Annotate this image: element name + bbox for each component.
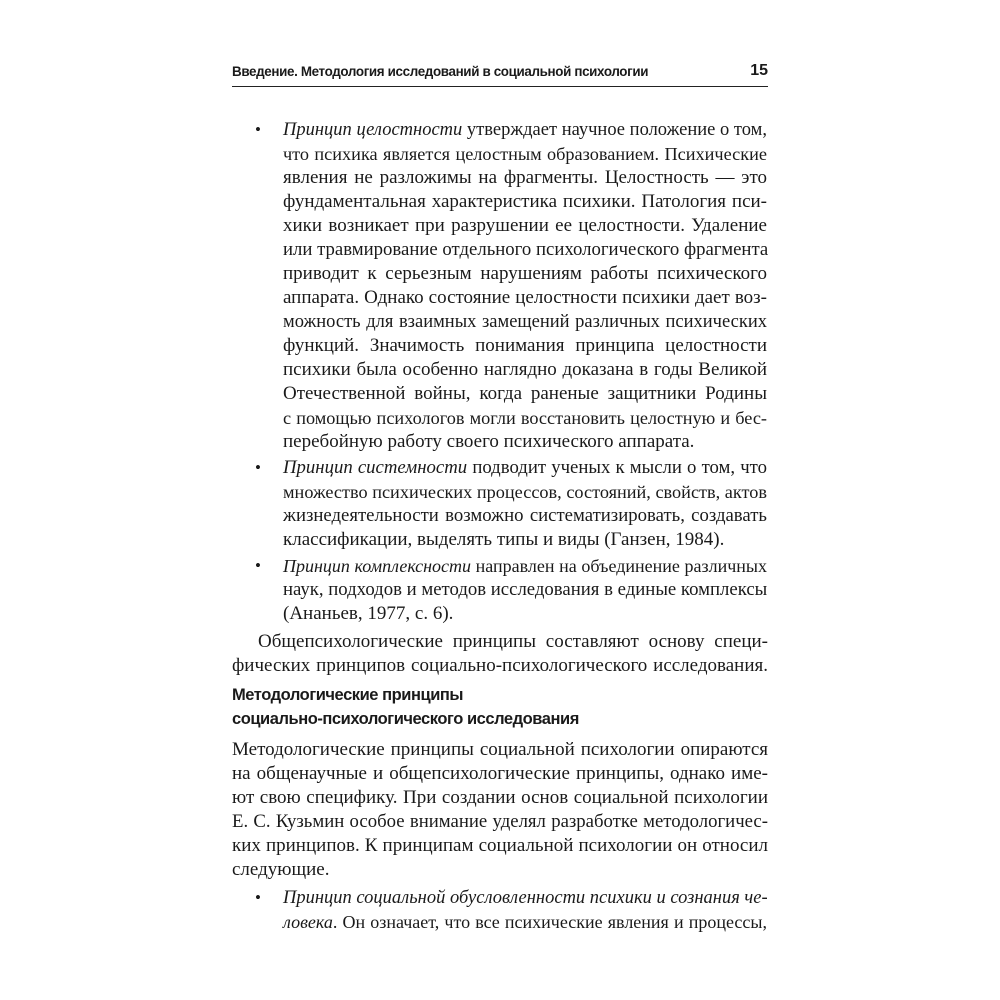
- text-line: функций. Значимость понимания принципа целостности: [283, 335, 767, 356]
- text-line: фундаментальная характеристика психики. Патология пси-: [283, 191, 767, 212]
- text-line: классификации, выделять типы и виды (Ганзен, 1984).: [283, 529, 725, 550]
- paragraph-line: Общепсихологические принципы составляют основу специ-: [258, 631, 768, 652]
- text-line: множество психических процессов, состояний, свойств, актов: [283, 482, 767, 502]
- text-line: ловека. Он означает, что все психические явления и процессы,: [283, 912, 767, 932]
- bullet-1-line: Принцип целостности утверждает научное положение о том,: [283, 120, 767, 140]
- text-line: Отечественной войны, когда раненые защитники Родины: [283, 383, 767, 404]
- text-line: наук, подходов и методов исследования в единые комплексы: [283, 579, 768, 600]
- principle-term: Принцип целостности: [283, 120, 463, 140]
- bullet-4-line: [283, 886, 767, 910]
- paragraph-line: на общенаучные и общепсихологические принципы, однако име-: [232, 763, 768, 784]
- principle-term: Принцип системности: [283, 457, 468, 478]
- section-heading-line-2: социально-психологического исследования: [232, 710, 579, 728]
- text-line: жизнедеятельности возможно систематизировать, создавать: [283, 505, 767, 526]
- text-line: приводит к серьезным нарушениям работы психического: [283, 263, 767, 284]
- running-title: Введение. Методология исследований в социальной психологии: [232, 64, 649, 79]
- text-line: (Ананьев, 1977, с. 6).: [283, 603, 454, 624]
- paragraph-line: Е. С. Кузьмин особое внимание уделял разработке методологичес-: [232, 811, 768, 832]
- bullet-2-line: Принцип системности подводит ученых к мысли о том, что: [283, 457, 767, 478]
- text-line: явления не разложимы на фрагменты. Целостность — это: [283, 167, 767, 188]
- text-line: что психика является целостным образованием. Психические: [283, 144, 767, 164]
- paragraph-line: фических принципов социально-психологического исследования.: [232, 655, 768, 676]
- paragraph-line: ют свою специфику. При создании основ социальной психологии: [232, 787, 768, 808]
- bullet-marker: [255, 456, 261, 480]
- text-line: можность для взаимных замещений различных психических: [283, 312, 767, 332]
- bullet-marker: [255, 118, 261, 142]
- text-line: или травмирование отдельного психологического фрагмента: [283, 239, 769, 260]
- bullet-marker: [255, 554, 261, 578]
- paragraph-line: следующие.: [232, 859, 330, 880]
- text-line: перебойную работу своего психического аппарата.: [283, 431, 695, 452]
- paragraph-line: Методологические принципы социальной психологии опираются: [232, 739, 768, 760]
- running-head: [232, 62, 768, 87]
- bullet-3-line: Принцип комплексности направлен на объединение различных: [283, 556, 767, 576]
- principle-term: Принцип социальной обусловленности психики и сознания че-: [283, 888, 768, 908]
- text-line: с помощью психологов могли восстановить целостную и бес-: [283, 408, 767, 428]
- paragraph-line: ких принципов. К принципам социальной психологии он относил: [232, 835, 768, 856]
- text-line: аппарата. Однако состояние целостности психики дает воз-: [283, 287, 767, 308]
- principle-term: Принцип комплексности: [283, 556, 472, 576]
- section-heading-line-1: Методологические принципы: [232, 686, 464, 704]
- text-line: хики возникает при разрушении ее целостности. Удаление: [283, 215, 767, 236]
- page-number: 15: [750, 62, 768, 79]
- bullet-marker: [255, 886, 261, 910]
- text-line: психики была особенно наглядно доказана в годы Великой: [283, 359, 767, 380]
